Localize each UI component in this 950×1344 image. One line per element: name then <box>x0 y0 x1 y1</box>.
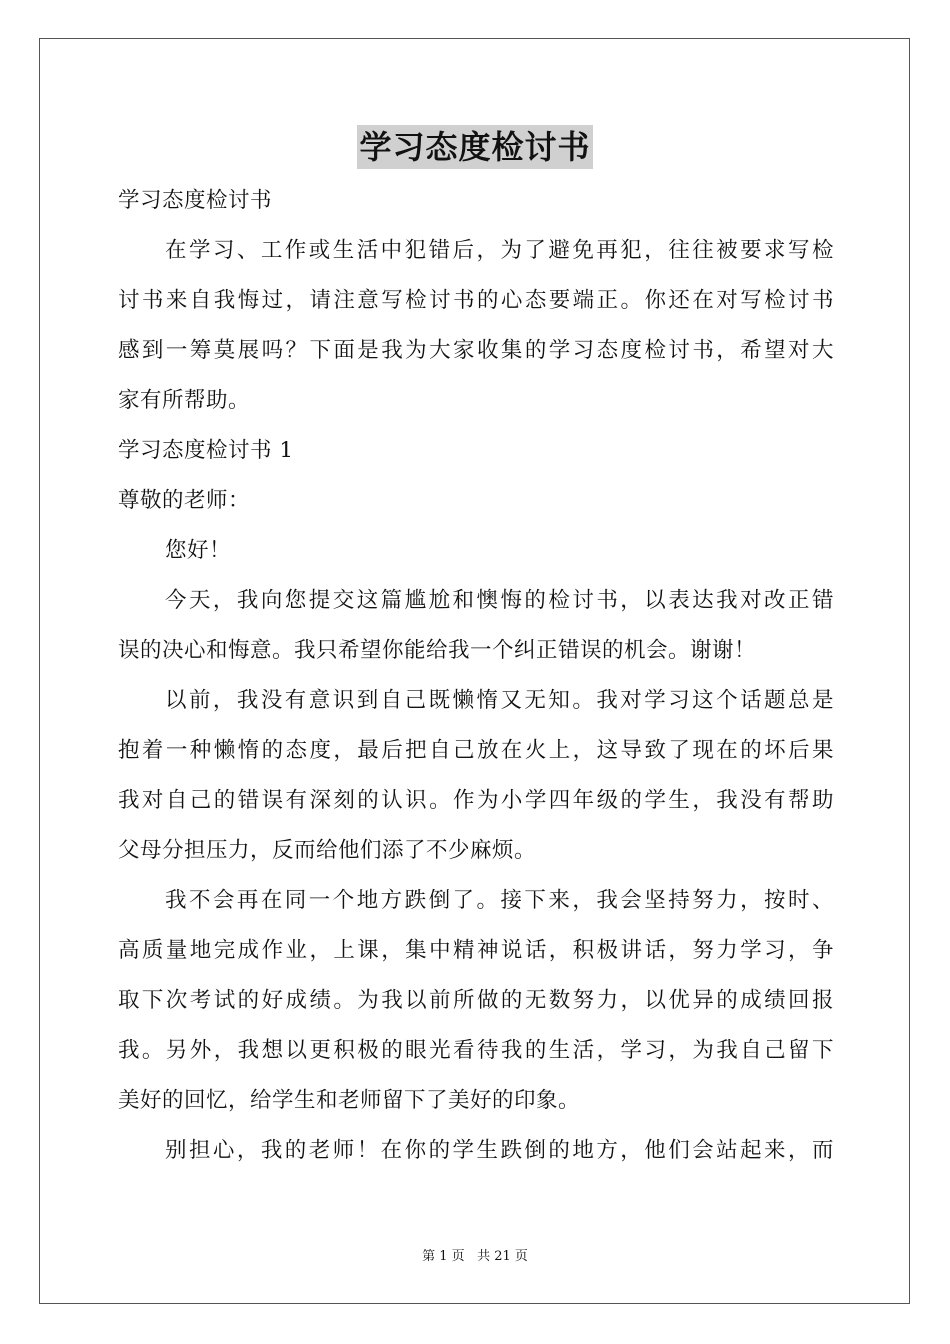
title-container <box>0 125 950 169</box>
document-title: 学习态度检讨书 <box>357 125 592 169</box>
page-number: 第 1 页 <box>422 1249 465 1264</box>
paragraph-line: 误的决心和悔意。我只希望你能给我一个纠正错误的机会。谢谢！ <box>118 638 757 663</box>
page-total: 共 21 页 <box>477 1249 528 1264</box>
paragraph-line: 我。另外，我想以更积极的眼光看待我的生活，学习，为我自己留下 <box>118 1038 834 1063</box>
paragraph-line: 感到一筹莫展吗？下面是我为大家收集的学习态度检讨书，希望对大 <box>118 338 834 363</box>
page-footer <box>0 1248 950 1266</box>
document-body <box>118 176 834 1176</box>
paragraph-line: 以前，我没有意识到自己既懒惰又无知。我对学习这个话题总是 <box>165 688 834 713</box>
paragraph-line: 在学习、工作或生活中犯错后，为了避免再犯，往往被要求写检 <box>165 238 834 263</box>
salutation: 尊敬的老师： <box>118 488 251 513</box>
paragraph-line: 取下次考试的好成绩。为我以前所做的无数努力，以优异的成绩回报 <box>118 988 834 1013</box>
section-heading: 学习态度检讨书 1 <box>118 438 294 463</box>
greeting: 您好！ <box>165 538 232 563</box>
paragraph-line: 我不会再在同一个地方跌倒了。接下来，我会坚持努力，按时、 <box>165 888 834 913</box>
paragraph-line: 父母分担压力，反而给他们添了不少麻烦。 <box>118 838 537 863</box>
paragraph-line: 高质量地完成作业，上课，集中精神说话，积极讲话，努力学习，争 <box>118 938 834 963</box>
paragraph-line: 别担心，我的老师！在你的学生跌倒的地方，他们会站起来，而 <box>165 1138 834 1163</box>
paragraph-line: 美好的回忆，给学生和老师留下了美好的印象。 <box>118 1088 581 1113</box>
paragraph-line: 讨书来自我悔过，请注意写检讨书的心态要端正。你还在对写检讨书 <box>118 288 834 313</box>
paragraph-line: 家有所帮助。 <box>118 388 251 413</box>
paragraph-line: 我对自己的错误有深刻的认识。作为小学四年级的学生，我没有帮助 <box>118 788 834 813</box>
paragraph-line: 今天，我向您提交这篇尴尬和懊悔的检讨书，以表达我对改正错 <box>165 588 834 613</box>
paragraph-line: 抱着一种懒惰的态度，最后把自己放在火上，这导致了现在的坏后果 <box>118 738 834 763</box>
subtitle-line: 学习态度检讨书 <box>118 188 273 213</box>
